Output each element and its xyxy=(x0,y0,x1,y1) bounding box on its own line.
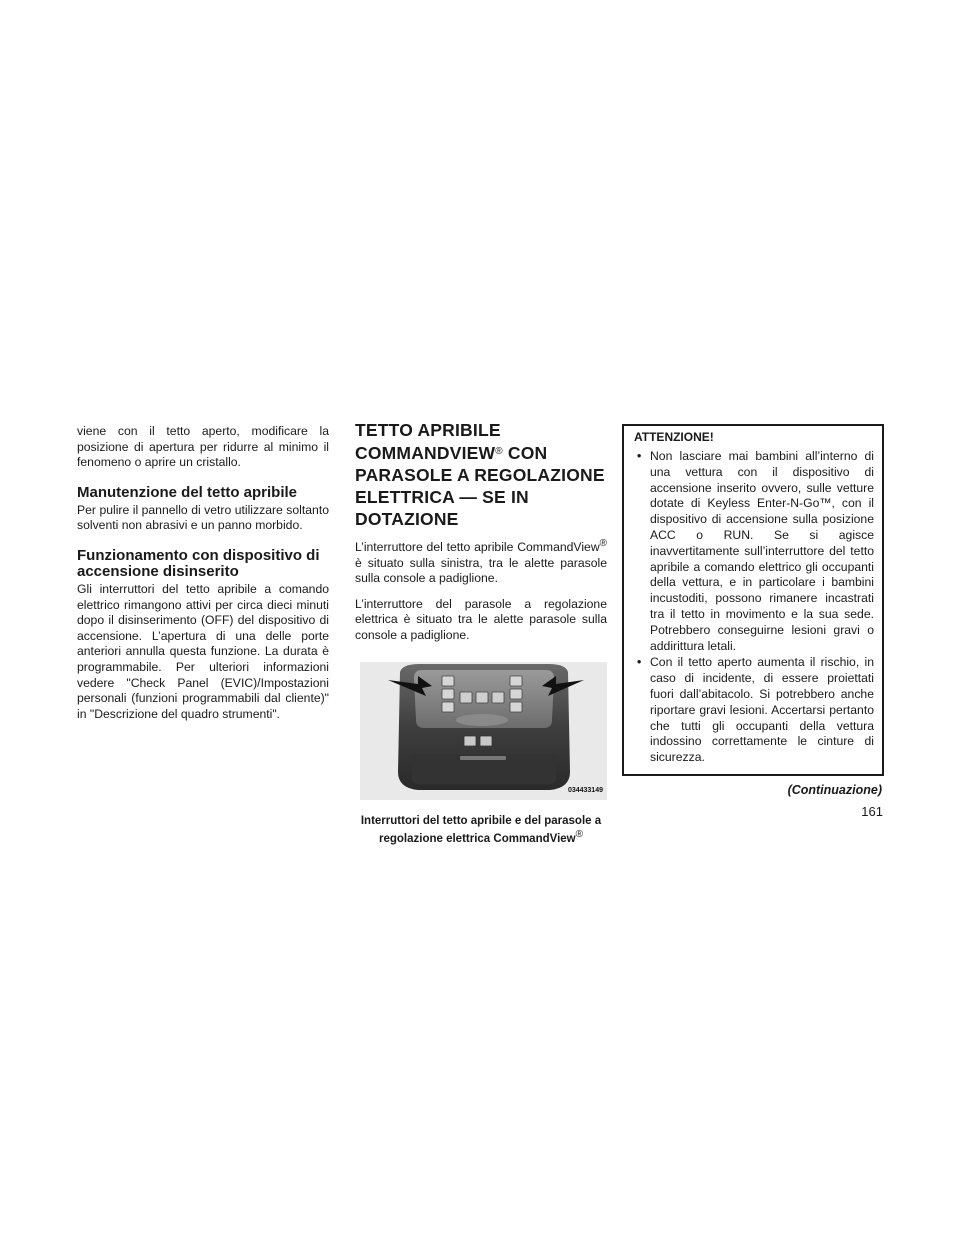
figure-id: 034433149 xyxy=(567,786,603,794)
overhead-console-illustration xyxy=(360,662,607,800)
section-heading-part-2: CON PARASOLE A REGOLAZIONE ELETTRICA — SE IN DOTAZIONE xyxy=(355,443,605,529)
switch-location-text-1: L’interruttore del tetto apribile CommandView xyxy=(355,540,600,554)
sunshade-switch-paragraph: L’interruttore del parasole a regolazione elettrica è situato tra le alette parasole sulla console a padiglione. xyxy=(355,596,607,642)
registered-mark: ® xyxy=(599,538,607,549)
dome-lamp xyxy=(456,714,508,726)
sunroof-switch-buttons xyxy=(442,676,454,712)
warning-item xyxy=(634,655,874,766)
sunshade-switch-buttons xyxy=(510,676,522,712)
center-buttons xyxy=(460,692,504,703)
warning-title: ATTENZIONE! xyxy=(634,430,714,444)
intro-paragraph: viene con il tetto aperto, modificare la posizione di apertura per ridurre al minimo il fenomeno o aprire un cristallo. xyxy=(77,424,329,470)
figure-caption-text: Interruttori del tetto apribile e del parasole a regolazione elettrica CommandView xyxy=(360,814,602,845)
middle-column xyxy=(355,420,607,846)
switch-location-text-2: è situato sulla sinistra, tra le alette parasole sulla console a padiglione. xyxy=(355,555,607,586)
registered-mark: ® xyxy=(495,446,503,457)
bin-handle xyxy=(460,756,506,760)
continuation-label: (Continuazione) xyxy=(787,782,882,797)
section-heading xyxy=(355,419,607,530)
registered-mark: ® xyxy=(575,828,583,840)
left-column xyxy=(77,424,329,732)
page-number: 161 xyxy=(861,804,883,819)
bullet: • xyxy=(637,655,642,670)
switch-location-paragraph xyxy=(355,536,607,587)
section-heading-part-1: TETTO APRIBILE COMMANDVIEW xyxy=(355,420,501,463)
ignition-off-paragraph: Gli interruttori del tetto apribile a comando elettrico rimangono attivi per circa dieci minuti dopo il disinserimento (OFF) del dispositivo di accensione. L’apertura di una delle porte anteriori annulla questa funzione. La durata è programmabile. Per ulteriori informazioni vedere "Check Panel (EVIC)/Impostazioni personali (funzioni programmabili dal cliente)" in "Descrizione del quadro strumenti". xyxy=(77,581,329,721)
figure-caption xyxy=(355,814,607,846)
maintenance-heading: Manutenzione del tetto apribile xyxy=(77,483,298,501)
bullet: • xyxy=(637,449,642,463)
warning-item-text: Con il tetto aperto aumenta il rischio, in caso di incidente, di essere proiettati fuori dall’abitacolo. Si potrebbero anche riportare gravi lesioni. Accertarsi pertanto che tutti gli occupanti della vettura indossino correttamente le cinture di sicurezza. xyxy=(650,655,874,765)
warning-item xyxy=(634,449,874,654)
overhead-console-figure xyxy=(360,662,607,800)
ignition-off-heading: Funzionamento con dispositivo di accensione disinserito xyxy=(77,546,320,580)
warning-box xyxy=(622,424,884,776)
right-column xyxy=(622,424,884,797)
maintenance-paragraph: Per pulire il pannello di vetro utilizzare soltanto solventi non abrasivi e un panno morbido. xyxy=(77,502,329,533)
warning-item-text: Non lasciare mai bambini all’interno di una vettura con il dispositivo di accensione inserito ovvero, sulle vetture dotate di Keyless Enter-N-Go™, con il dispositivo di accensione sulla posizione ACC o RUN. Se si agisce inavvertitamente sull’interruttore del tetto apribile a comando elettrico gli occupanti della vettura, e in particolare i bambini incustoditi, possono rimanere incastrati tra il tetto in movimento e la sua sede. Potrebbero conseguirne lesioni gravi o addirittura letali. xyxy=(650,449,874,653)
